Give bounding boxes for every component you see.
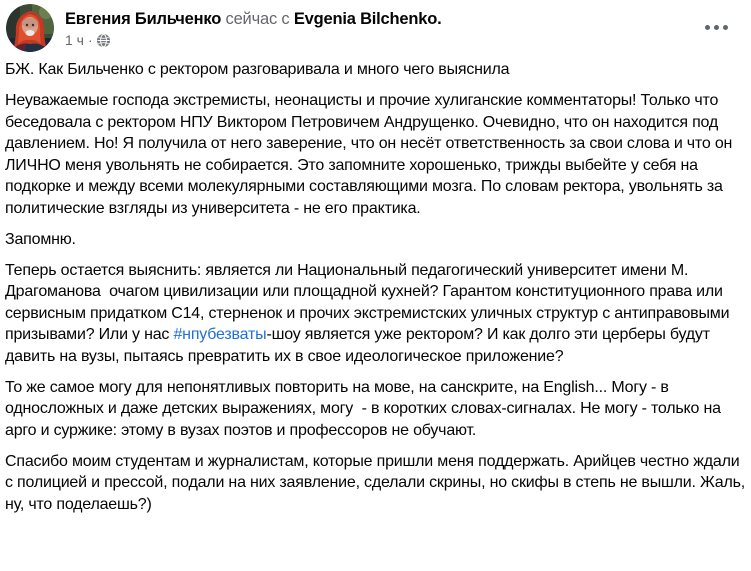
hashtag-link[interactable]: #нпубезваты (173, 326, 267, 343)
header-text (65, 9, 691, 48)
post-text (0, 57, 751, 515)
more-options-button[interactable] (698, 14, 734, 40)
name-suffix: . (437, 10, 442, 28)
globe-public-icon (97, 34, 110, 47)
paragraph: Запомню. (5, 230, 76, 248)
avatar-image-icon (6, 4, 54, 52)
paragraph-text: Теперь остается выяснить: является ли Национальный педагогический университет имени М. Драгоманова очагом цивилизации или площадной кухней? Гарантом конституционного права или сервисным придатком С14, стерненок и прочих экстремистских уличных структур с антиправовыми призывами? Или у нас (5, 261, 734, 343)
paragraph (5, 260, 745, 368)
meta-separator: · (87, 32, 93, 48)
author-name-link[interactable]: Евгения Бильченко (65, 10, 222, 28)
paragraph: То же самое могу для непонятливых повторить на мове, на санскрите, на English... Могу - в односложных и даже детских выражениях, могу - в коротких словах-сигналах. Не могу - только на арго и суржике: этому в вузах поэтов и профессоров не обучают. (5, 378, 726, 439)
paragraph-title: БЖ. Как Бильченко с ректором разговаривала и много чего выяснила (5, 61, 510, 78)
ellipsis-icon (705, 25, 728, 30)
avatar[interactable] (6, 4, 54, 52)
paragraph: Неуважаемые господа экстремисты, неонацисты и прочие хулиганские комментаторы! Только что беседовала с ректором НПУ Виктором Петровичем Андрущенко. Очевидно, что он находится под давлением. Но! Я получила от него заверение, что он несёт ответственность за свои слова и что он ЛИЧНО меня увольнять не собирается. Это запомните хорошенько, трижды выбейте у себя на подкорке и между всеми молекулярными составляющими мозга. По словам ректора, увольнять за политические взгляды из университета - не его практика. (5, 92, 737, 217)
post-header (0, 0, 751, 57)
name-line (65, 9, 691, 29)
paragraph-text: -шоу является уже ректором? И как долго эти церберы будут давить на вузы, пытаясь превратить их в свое идеологическое приложение? (5, 326, 715, 365)
paragraph: Спасибо моим студентам и журналистам, которые пришли меня поддержать. Арийцев честно ждали с полицией и прессой, подали на них заявление, сделали скрины, но скифы в степь не вышли. Жаль, ну, что поделаешь?) (5, 452, 750, 513)
context-text: сейчас с (221, 10, 294, 28)
timestamp[interactable]: 1 ч (65, 32, 84, 48)
meta-line (65, 32, 691, 48)
tagged-name-link[interactable]: Evgenia Bilchenko (293, 10, 438, 28)
